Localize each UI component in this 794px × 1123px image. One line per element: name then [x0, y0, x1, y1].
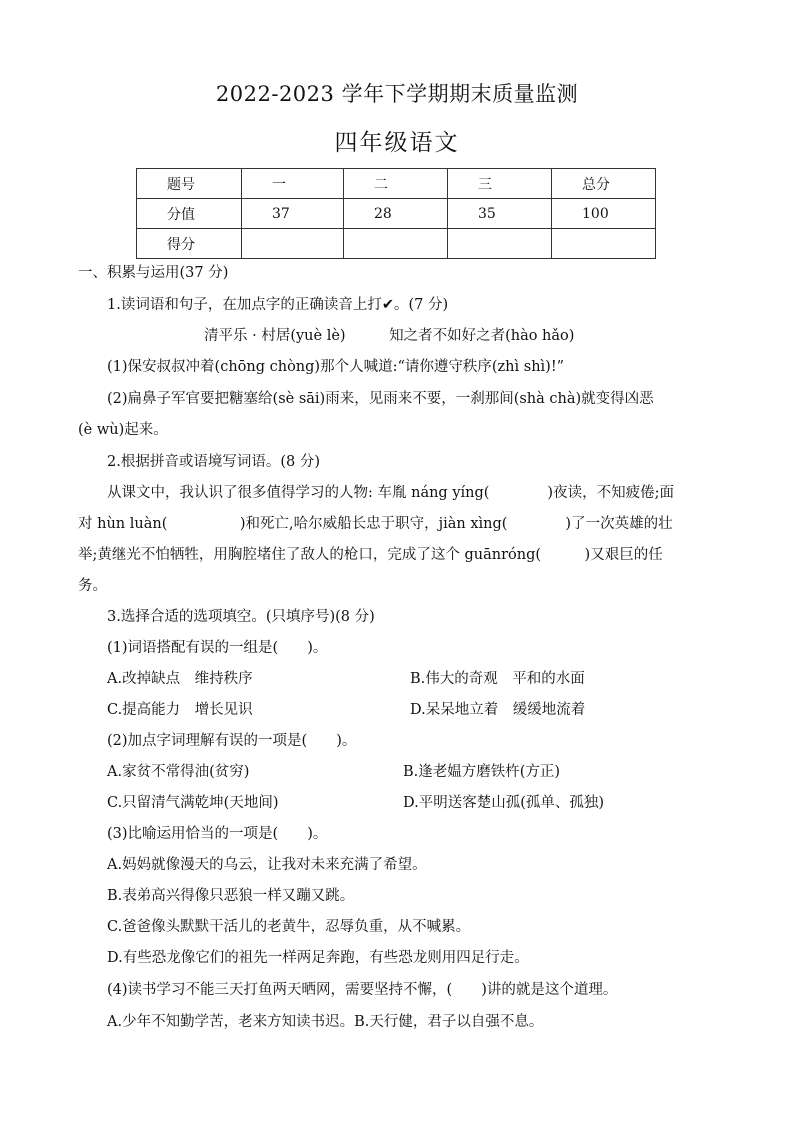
question-line: (3)比喻运用恰当的一项是( )。 [107, 826, 328, 842]
question-line: 对 hùn luàn( )和死亡,哈尔威船长忠于职守，jiàn xìng( )了一次英雄的壮 [78, 516, 673, 532]
table-cell: 分值 [137, 199, 242, 229]
question-line: 务。 [78, 578, 107, 594]
table-row [137, 169, 656, 199]
option-d: D.平明送客楚山孤(孤单、孤独) [403, 795, 605, 811]
option-c: C.爸爸像头默默干活儿的老黄牛，忍辱负重，从不喊累。 [107, 919, 471, 935]
question-line: 清平乐 · 村居(yuè lè) 知之者不如好之者(hào hǎo) [204, 328, 575, 344]
option-ab: A.少年不知勤学苦，老来方知读书迟。B.天行健，君子以自强不息。 [107, 1014, 544, 1030]
score-input-cell[interactable] [552, 229, 656, 259]
table-cell: 100 [552, 199, 656, 229]
question-title: 3.选择合适的选项填空。(只填序号)(8 分) [107, 609, 375, 625]
option-b: B.表弟高兴得像只恶狼一样又蹦又跳。 [107, 888, 355, 904]
table-cell: 二 [344, 169, 448, 199]
question-title: 1.读词语和句子，在加点字的正确读音上打✔。(7 分) [107, 297, 449, 313]
exam-subtitle: 四年级语文 [334, 130, 460, 156]
question-line: (4)读书学习不能三天打鱼两天晒网，需要坚持不懈，( )讲的就是这个道理。 [107, 982, 618, 998]
score-input-cell[interactable] [242, 229, 344, 259]
question-line: (2)扁鼻子军官要把糖塞给(sè sāi)雨来，见雨来不要，一刹那间(shà chà)就变得凶恶 [107, 391, 654, 407]
option-b: B.逢老媪方磨铁杵(方正) [403, 764, 561, 780]
option-a: A.家贫不常得油(贫穷) [107, 764, 250, 780]
section-heading: 一、积累与运用(37 分) [78, 265, 229, 281]
option-b: B.伟大的奇观 平和的水面 [410, 671, 585, 687]
question-line: (1)词语搭配有误的一组是( )。 [107, 640, 328, 656]
option-c: C.提高能力 增长见识 [107, 702, 253, 718]
option-c: C.只留清气满乾坤(天地间) [107, 795, 279, 811]
table-row [137, 229, 656, 259]
table-cell: 一 [242, 169, 344, 199]
exam-title: 2022-2023 学年下学期期末质量监测 [215, 82, 579, 106]
score-input-cell[interactable] [448, 229, 552, 259]
score-input-cell[interactable] [344, 229, 448, 259]
question-title: 2.根据拼音或语境写词语。(8 分) [107, 454, 320, 470]
option-a: A.妈妈就像漫天的乌云，让我对未来充满了希望。 [107, 857, 427, 873]
table-cell: 28 [344, 199, 448, 229]
table-cell: 题号 [137, 169, 242, 199]
question-line: 举;黄继光不怕牺牲，用胸腔堵住了敌人的枪口，完成了这个 guānróng( )又艰巨的任 [78, 547, 663, 563]
score-table [136, 168, 656, 259]
option-d: D.呆呆地立着 缓缓地流着 [410, 702, 586, 718]
table-row [137, 199, 656, 229]
question-line: (2)加点字词理解有误的一项是( )。 [107, 733, 357, 749]
question-line: 从课文中，我认识了很多值得学习的人物: 车胤 náng yíng( )夜读，不知疲倦;面 [107, 485, 674, 501]
option-d: D.有些恐龙像它们的祖先一样两足奔跑，有些恐龙则用四足行走。 [107, 950, 529, 966]
table-cell: 35 [448, 199, 552, 229]
table-cell: 37 [242, 199, 344, 229]
option-a: A.改掉缺点 维持秩序 [107, 671, 253, 687]
question-line: (è wù)起来。 [78, 422, 168, 438]
table-cell: 三 [448, 169, 552, 199]
question-line: (1)保安叔叔冲着(chōng chòng)那个人喊道:“请你遵守秩序(zhì shì)!” [107, 359, 565, 375]
table-cell: 得分 [137, 229, 242, 259]
table-cell: 总分 [552, 169, 656, 199]
